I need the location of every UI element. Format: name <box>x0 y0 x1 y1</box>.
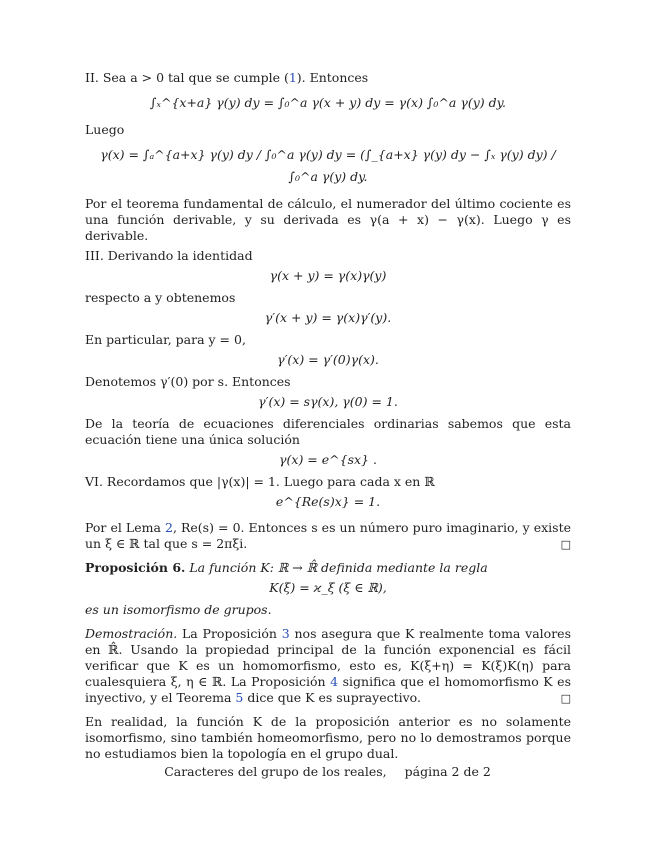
lemma-text-post: , Re(s) = 0. Entonces s es un número puro imaginario, y existe un ξ ∈ ℝ tal que s = 2πξi. <box>85 520 571 551</box>
footer-page-number: página 2 de 2 <box>404 764 491 779</box>
equation-proposition: K(ξ) = ϰ_ξ (ξ ∈ ℝ), <box>269 580 387 595</box>
page-footer <box>0 764 655 779</box>
respecto-text: respecto a y obtenemos <box>85 290 236 305</box>
proposition-statement <box>85 560 571 576</box>
proof-paragraph <box>85 626 571 706</box>
equation-exponential-one: e^{Re(s)x} = 1. <box>275 494 381 509</box>
section-ii-text: II. Sea a > 0 tal que se cumple ( <box>85 70 289 85</box>
section-vi-intro: VI. Recordamos que |γ(x)| = 1. Luego para cada x en ℝ <box>85 474 435 489</box>
proposition-label: Proposición 6. <box>85 560 186 575</box>
proposition-conclusion: es un isomorfismo de grupos. <box>85 602 272 617</box>
equation-ref-link[interactable]: 1 <box>288 70 297 85</box>
remark-paragraph: En realidad, la función K de la proposición anterior es no solamente isomorfismo, sino también homeomorfismo, pero no lo demostramos porque no estudiamos bien la topología en el grupo dual. <box>85 714 571 761</box>
equation-gamma-quotient: γ(x) = ∫ₐ^{a+x} γ(y) dy / ∫₀^a γ(y) dy = (∫_{a+x} γ(y) dy − ∫ₓ γ(y) dy) / ∫₀^a γ(y) dy. <box>100 147 556 184</box>
equation-identity: γ(x + y) = γ(x)γ(y) <box>269 268 387 283</box>
proposition-3-ref-link[interactable]: 3 <box>281 626 290 641</box>
equation-integral-shift: ∫ₓ^{x+a} γ(y) dy = ∫₀^a γ(x + y) dy = γ(x) ∫₀^a γ(y) dy. <box>150 95 506 110</box>
equation-ode: γ′(x) = sγ(x), γ(0) = 1. <box>258 394 398 409</box>
lemma-text-pre: Por el Lema <box>85 520 165 535</box>
equation-solution: γ(x) = e^{sx} . <box>279 452 377 467</box>
proposition-text: La función K: ℝ → ℝ̂ definida mediante la regla <box>189 560 488 575</box>
footer-title: Caracteres del grupo de los reales, <box>164 764 387 779</box>
theorem-5-ref-link[interactable]: 5 <box>235 690 244 705</box>
page-body <box>85 70 571 762</box>
lemma-ref-link[interactable]: 2 <box>165 520 173 535</box>
proof-text-1: La Proposición <box>177 626 282 641</box>
section-iii-intro: III. Derivando la identidad <box>85 248 253 263</box>
paragraph-lemma <box>85 520 571 552</box>
equation-derivative-at-zero: γ′(x) = γ′(0)γ(x). <box>277 352 379 367</box>
paragraph-ode-theory: De la teoría de ecuaciones diferenciales ordinarias sabemos que esta ecuación tiene una única solución <box>85 416 571 447</box>
proof-text-2: nos asegura que K realmente toma valores en ℝ̂. Usando la propiedad principal de la función exponencial es fácil verificar que K es un homomorfismo, esto es, K(ξ+η) = K(ξ)K(η) para cualesquiera ξ, η ∈ ℝ. La Proposición <box>85 626 571 689</box>
particular-text: En particular, para y = 0, <box>85 332 246 347</box>
section-ii-intro <box>85 70 571 86</box>
proof-text-3: significa que el homomorfismo K es inyectivo, y el Teorema <box>85 674 571 705</box>
proof-label: Demostración. <box>85 626 178 641</box>
qed-symbol: □ <box>560 538 571 551</box>
proof-qed-symbol: □ <box>560 692 571 705</box>
proposition-4-ref-link[interactable]: 4 <box>330 674 339 689</box>
paragraph-fundamental-theorem: Por el teorema fundamental de cálculo, el numerador del último cociente es una función derivable, y su derivada es γ(a + x) − γ(x). Luego γ es derivable. <box>85 196 571 243</box>
luego-label: Luego <box>85 122 125 137</box>
section-ii-text-end: ). Entonces <box>296 70 369 85</box>
denotemos-text: Denotemos γ′(0) por s. Entonces <box>85 374 291 389</box>
equation-derivative: γ′(x + y) = γ(x)γ′(y). <box>264 310 392 325</box>
proof-text-4: dice que K es suprayectivo. <box>243 690 421 705</box>
